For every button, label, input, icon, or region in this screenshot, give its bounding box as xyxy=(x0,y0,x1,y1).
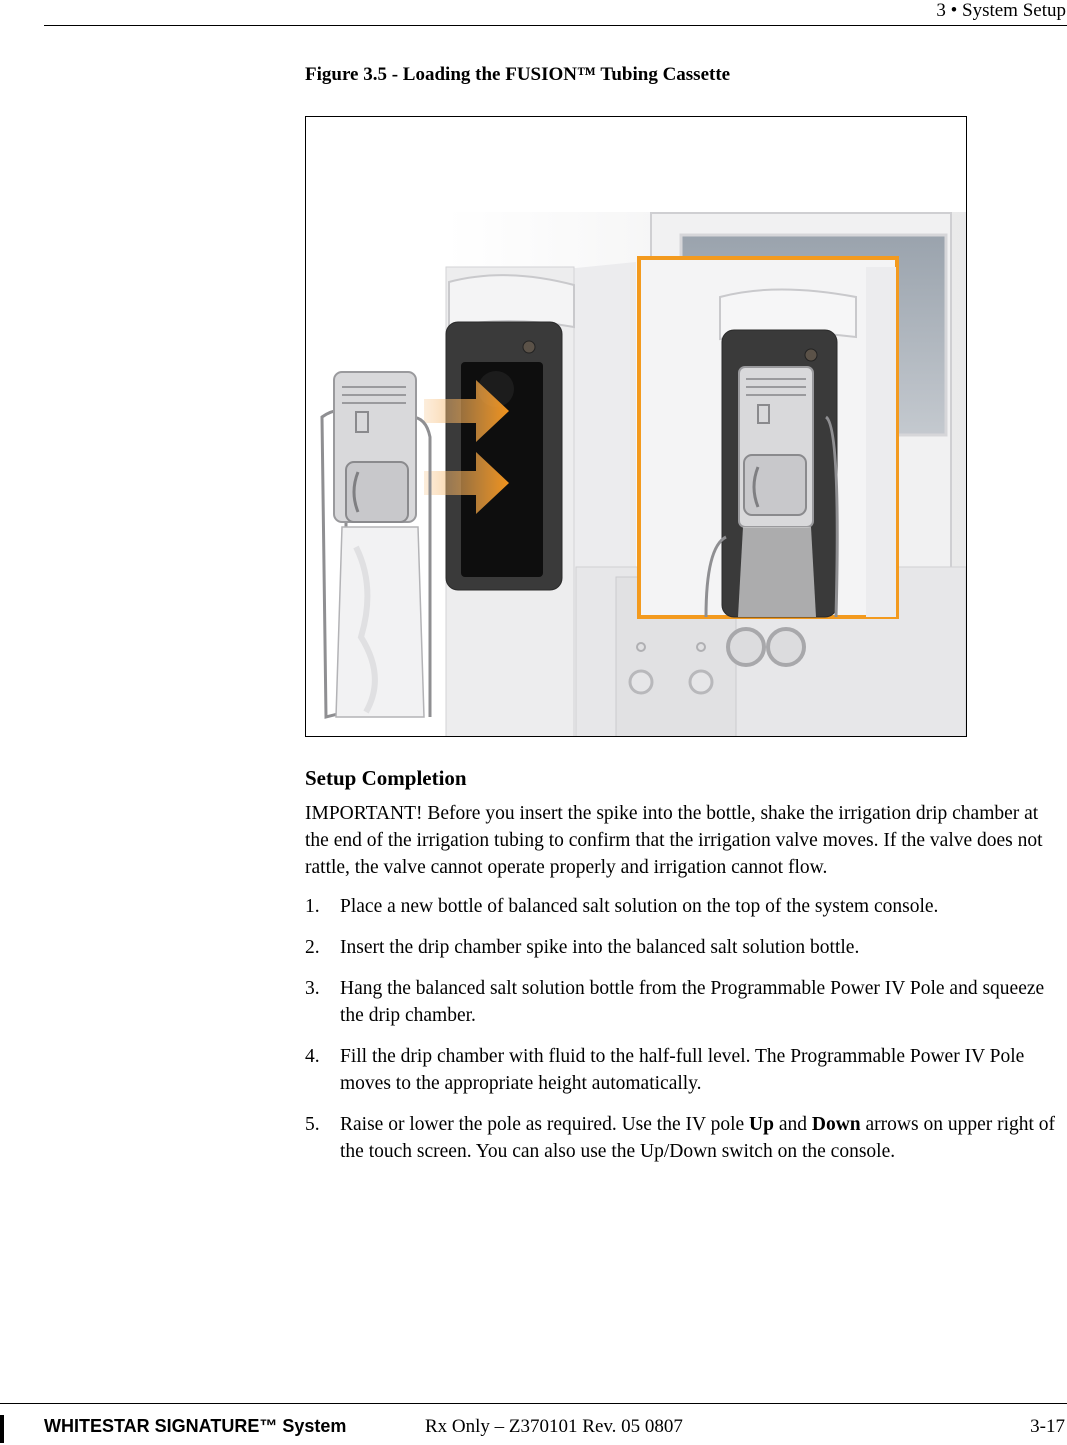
step-text xyxy=(340,1111,1063,1165)
footer-change-bar xyxy=(0,1415,4,1443)
step-number: 4. xyxy=(305,1046,320,1067)
steps-list xyxy=(305,893,1063,1165)
footer-rule xyxy=(0,1403,1067,1404)
down-label: Down xyxy=(811,1114,861,1135)
step-text: Insert the drip chamber spike into the balanced salt solution bottle. xyxy=(340,937,860,958)
figure-caption: Figure 3.5 - Loading the FUSION™ Tubing Cassette xyxy=(305,64,731,85)
step-text-part: arrows on upper right of the touch screen. You can also use the Up/Down switch on the console. xyxy=(340,1114,1056,1162)
step-text: Place a new bottle of balanced salt solution on the top of the system console. xyxy=(340,896,939,917)
important-note: IMPORTANT! Before you insert the spike into the bottle, shake the irrigation drip chamber at the end of the irrigation tubing to confirm that the irrigation valve moves. If the valve does not rattle, the valve cannot operate properly and irrigation cannot flow. xyxy=(305,803,1043,878)
step-text-part: Raise or lower the pole as required. Use the IV pole xyxy=(340,1114,750,1135)
step-number: 1. xyxy=(305,896,320,917)
list-item xyxy=(305,1111,1063,1165)
page-number: 3-17 xyxy=(1030,1416,1065,1437)
header-rule xyxy=(44,25,1067,26)
up-label: Up xyxy=(749,1114,774,1135)
footer-product: WHITESTAR SIGNATURE™ System xyxy=(44,1416,347,1436)
step-text: Fill the drip chamber with fluid to the half-full level. The Programmable Power IV Pole moves to the appropriate height automatically. xyxy=(340,1046,1025,1094)
step-number: 5. xyxy=(305,1114,320,1135)
list-item xyxy=(305,1043,1063,1097)
step-text-part: and xyxy=(773,1114,812,1135)
setup-completion-section xyxy=(305,764,1063,1179)
step-number: 3. xyxy=(305,978,320,999)
list-item xyxy=(305,975,1063,1029)
step-number: 2. xyxy=(305,937,320,958)
list-item xyxy=(305,934,1063,961)
section-title: Setup Completion xyxy=(305,766,467,790)
cassette-illustration xyxy=(305,116,967,737)
footer-document-id: Rx Only – Z370101 Rev. 05 0807 xyxy=(425,1416,683,1437)
step-text: Hang the balanced salt solution bottle from the Programmable Power IV Pole and squeeze the drip chamber. xyxy=(340,978,1045,1026)
running-header: 3 • System Setup xyxy=(936,0,1066,21)
list-item xyxy=(305,893,1063,920)
